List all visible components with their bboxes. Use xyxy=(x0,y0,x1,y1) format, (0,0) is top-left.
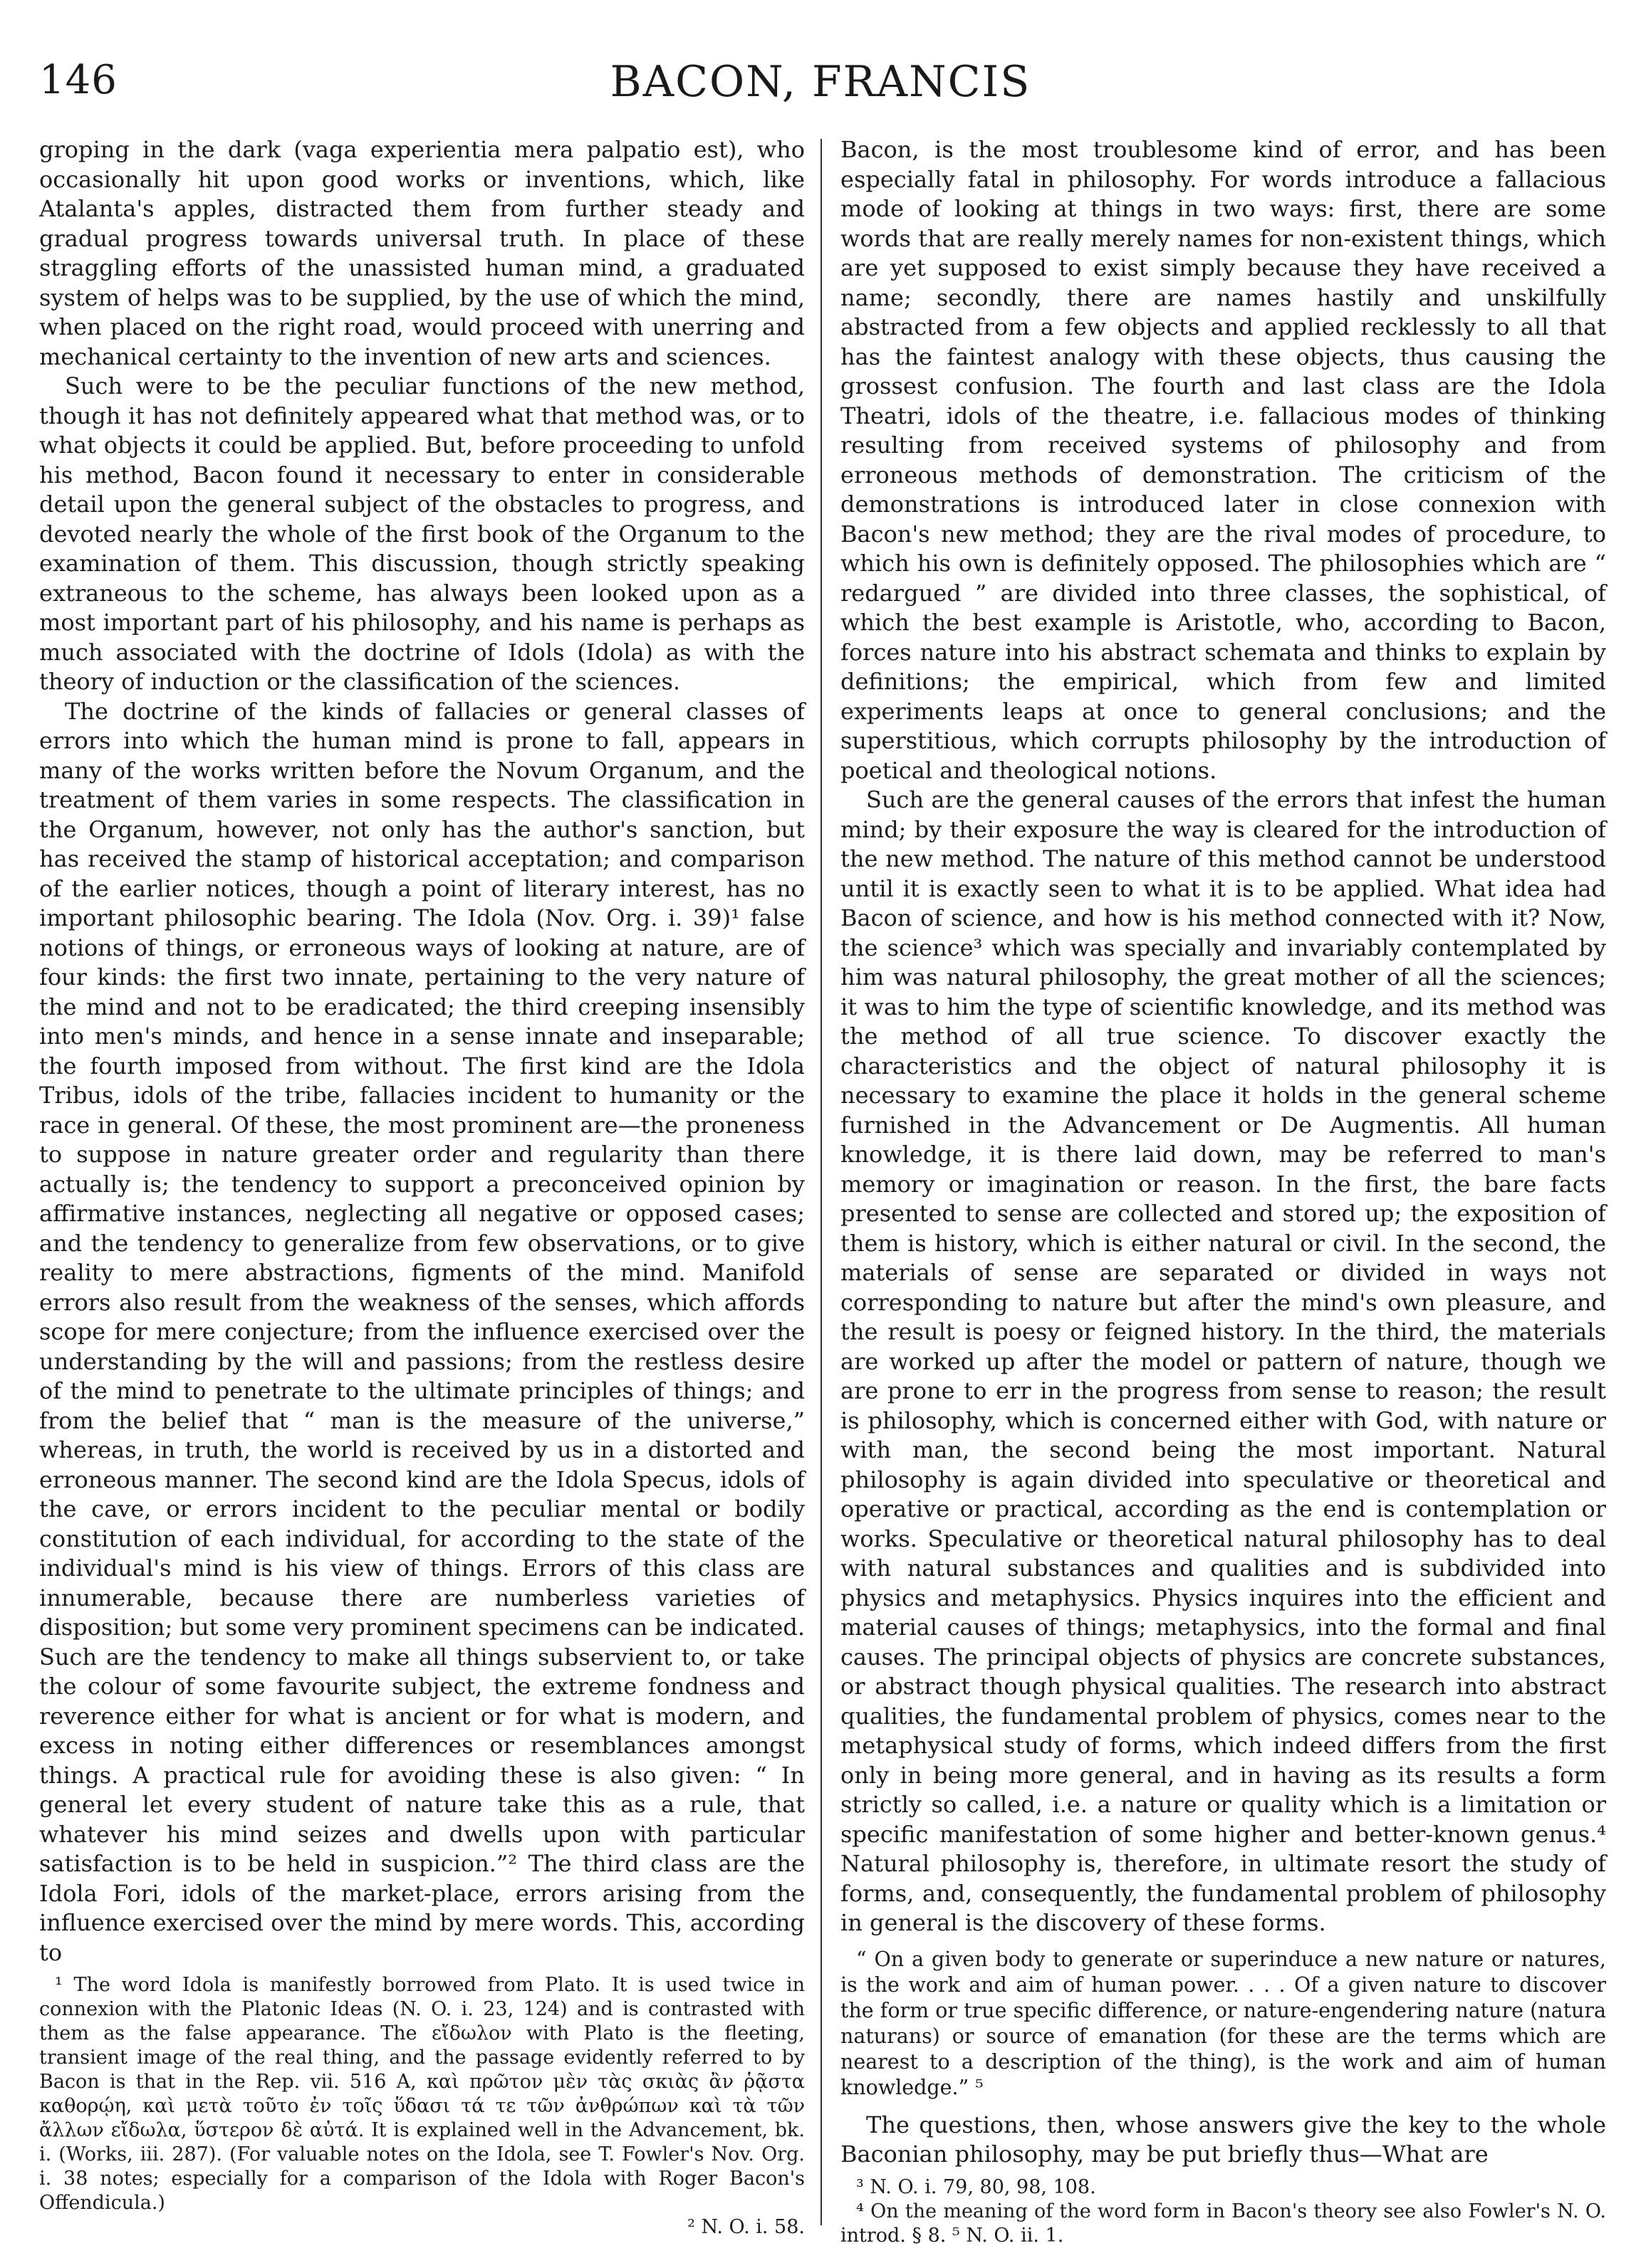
running-title: BACON, FRANCIS xyxy=(610,57,1031,107)
column-divider xyxy=(820,139,822,2225)
footnotes xyxy=(39,1973,805,2240)
paragraph: groping in the dark (vaga experientia mera palpatio est), who occasionally hit upon good works or inventions, which, like Atalanta's apples, distracted them from further steady and gradual progress towards universal truth. In place of these straggling efforts of the unassisted human mind, a graduated system of helps was to be supplied, by the use of which the mind, when placed on the right road, would proceed with unerring and mechanical certainty to the invention of new arts and sciences. xyxy=(39,136,805,370)
paragraph: The questions, then, whose answers give the key to the whole Baconian philosophy, may be put briefly thus—What are xyxy=(840,2111,1606,2168)
quote-text: “ On a given body to generate or superinduce a new nature or natures, is the work and aim of human power. . . . Of a given nature to discover the form or true specific difference, or nature-engendering nature (natura naturans) or source of emanation (for these are the terms which are nearest to a description of the thing), is the work and aim of human knowledge.” ⁵ xyxy=(840,1947,1606,2099)
paragraph: Such were to be the peculiar functions of the new method, though it has not definitely appeared what that method was, or to what objects it could be applied. But, before proceeding to unfold his method, Bacon found it necessary to enter in considerable detail upon the general subject of the obstacles to progress, and devoted nearly the whole of the first book of the Organum to the examination of them. This discussion, though strictly speaking extraneous to the scheme, has always been looked upon as a most important part of his philosophy, and his name is perhaps as much associated with the doctrine of Idols (Idola) as with the theory of induction or the classification of the sciences. xyxy=(39,372,805,695)
page-header xyxy=(39,57,1602,121)
paragraph: Such are the general causes of the errors that infest the human mind; by their exposure the way is cleared for the introduction of the new method. The nature of this method cannot be understood until it is exactly seen to what it is to be applied. What idea had Bacon of science, and how is his method connected with it? Now, the science³ which was specially and invariably contemplated by him was natural philosophy, the great mother of all the sciences; it was to him the type of scientific knowledge, and its method was the method of all true science. To discover exactly the characteristics and the object of natural philosophy it is necessary to examine the place it holds in the general scheme furnished in the Advancement or De Augmentis. All human knowledge, it is there laid down, may be referred to man's memory or imagination or reason. In the first, the bare facts presented to sense are collected and stored up; the exposition of them is history, which is either natural or civil. In the second, the materials of sense are separated or divided in ways not corresponding to nature but after the mind's own pleasure, and the result is poesy or feigned history. In the third, the materials are worked up after the model or pattern of nature, though we are prone to err in the progress from sense to reason; the result is philosophy, which is concerned either with God, with nature or with man, the second being the most important. Natural philosophy is again divided into speculative or theoretical and operative or practical, according as the end is contemplation or works. Speculative or theoretical natural philosophy has to deal with natural substances and qualities and is subdivided into physics and metaphysics. Physics inquires into the efficient and material causes of things; metaphysics, into the formal and final causes. The principal objects of physics are concrete substances, or abstract though physical qualities. The research into abstract qualities, the fundamental problem of physics, comes near to the metaphysical study of forms, which indeed differs from the first only in being more general, and in having as its results a form strictly so called, i.e. a nature or quality which is a limitation or specific manifestation of some higher and better-known genus.⁴ Natural philosophy is, therefore, in ultimate resort the study of forms, and, consequently, the fundamental problem of philosophy in general is the discovery of these forms. xyxy=(840,786,1606,1936)
footnote: ⁴ On the meaning of the word form in Bacon's theory see also Fowler's N. O. introd. § 8. ⁵ N. O. ii. 1. xyxy=(840,2200,1606,2247)
paragraph: Bacon, is the most troublesome kind of error, and has been especially fatal in philosophy. For words introduce a fallacious mode of looking at things in two ways: first, there are some words that are really merely names for non-existent things, which are yet supposed to exist simply because they have received a name; secondly, there are names hastily and unskilfully abstracted from a few objects and applied recklessly to all that has the faintest analogy with these objects, thus causing the grossest confusion. The fourth and last class are the Idola Theatri, idols of the theatre, i.e. fallacious modes of thinking resulting from received systems of philosophy and from erroneous methods of demonstration. The criticism of the demonstrations is introduced later in close connexion with Bacon's new method; they are the rival modes of procedure, to which his own is definitely opposed. The philosophies which are “ redargued ” are divided into three classes, the sophistical, of which the best example is Aristotle, who, according to Bacon, forces nature into his abstract schemata and thinks to explain by definitions; the empirical, which from few and limited experiments leaps at once to general conclusions; and the superstitious, which corrupts philosophy by the introduction of poetical and theological notions. xyxy=(840,136,1606,784)
footnote: ³ N. O. i. 79, 80, 98, 108. xyxy=(856,2175,1096,2198)
footnotes xyxy=(840,2175,1606,2248)
paragraph: The doctrine of the kinds of fallacies or general classes of errors into which the human mind is prone to fall, appears in many of the works written before the Novum Organum, and the treatment of them varies in some respects. The classification in the Organum, however, not only has the author's sanction, but has received the stamp of historical acceptation; and comparison of the earlier notices, though a point of literary interest, has no important philosophic bearing. The Idola (Nov. Org. i. 39)¹ false notions of things, or erroneous ways of looking at nature, are of four kinds: the first two innate, pertaining to the very nature of the mind and not to be eradicated; the third creeping insensibly into men's minds, and hence in a sense innate and inseparable; the fourth imposed from without. The first kind are the Idola Tribus, idols of the tribe, fallacies incident to humanity or the race in general. Of these, the most prominent are—the proneness to suppose in nature greater order and regularity than there actually is; the tendency to support a preconceived opinion by affirmative instances, neglecting all negative or opposed cases; and the tendency to generalize from few observations, or to give reality to mere abstractions, figments of the mind. Manifold errors also result from the weakness of the senses, which affords scope for mere conjecture; from the influence exercised over the understanding by the will and passions; from the restless desire of the mind to penetrate to the ultimate principles of things; and from the belief that “ man is the measure of the universe,” whereas, in truth, the world is received by us in a distorted and erroneous manner. The second kind are the Idola Specus, idols of the cave, or errors incident to the peculiar mental or bodily constitution of each individual, for according to the state of the individual's mind is his view of things. Errors of this class are innumerable, because there are numberless varieties of disposition; but some very prominent specimens can be indicated. Such are the tendency to make all things subservient to, or take the colour of some favourite subject, the extreme fondness and reverence either for what is ancient or for what is modern, and excess in noting either differences or resemblances amongst things. A practical rule for avoiding these is also given: “ In general let every student of nature take this as a rule, that whatever his mind seizes and dwells upon with particular satisfaction is to be held in suspicion.”² The third class are the Idola Fori, idols of the market-place, errors arising from the influence exercised over the mind by mere words. This, according to xyxy=(39,697,805,1966)
block-quote xyxy=(840,1947,1606,2101)
right-column xyxy=(840,135,1606,2248)
footnote: ¹ The word Idola is manifestly borrowed from Plato. It is used twice in connexion with the Platonic Ideas (N. O. i. 23, 124) and is contrasted with them as the false appearance. The εἴδωλον with Plato is the fleeting, transient image of the real thing, and the passage evidently referred to by Bacon is that in the Rep. vii. 516 A, καὶ πρῶτον μὲν τὰς σκιὰς ἂν ῥᾷστα καθορῴη, καὶ μετὰ τοῦτο ἐν τοῖς ὕδασι τά τε τῶν ἀνθρώπων καὶ τὰ τῶν ἄλλων εἴδωλα, ὕστερον δὲ αὐτά. It is explained well in the Advancement, bk. i. (Works, iii. 287). (For valuable notes on the Idola, see T. Fowler's Nov. Org. i. 38 notes; especially for a comparison of the Idola with Roger Bacon's Offendicula.) xyxy=(39,1974,805,2214)
left-column xyxy=(39,135,805,2240)
page-number: 146 xyxy=(39,57,118,103)
footnote: ² N. O. i. 58. xyxy=(687,2216,805,2238)
